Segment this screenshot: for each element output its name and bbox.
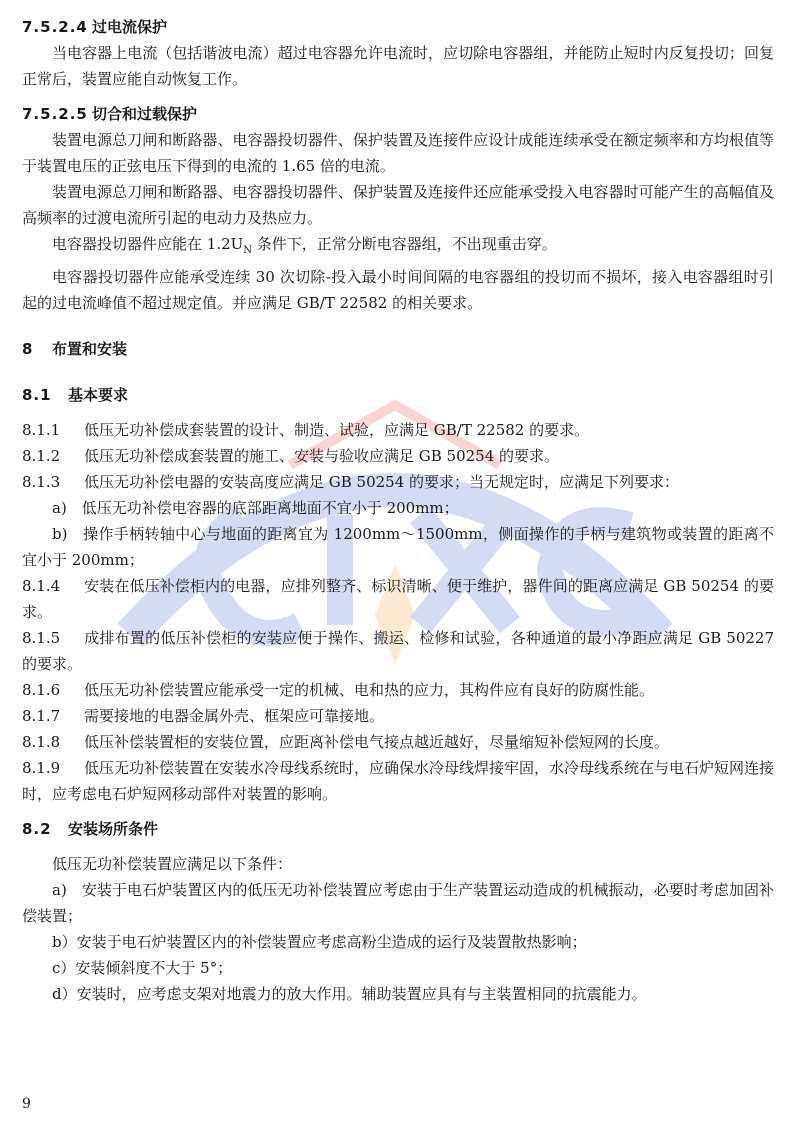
section-title: 布置和安装: [52, 340, 128, 358]
clause-8-1-4: 8.1.4 安装在低压补偿柜内的电器，应排列整齐、标识清晰、便于维护，器件间的距离应满足 GB 50254 的要求。: [22, 577, 774, 621]
section-title: 切合和过载保护: [92, 105, 198, 123]
section-heading-7-5-2-4: [22, 14, 774, 40]
clause-8-1-9: 8.1.9 低压无功补偿装置在安装水冷母线系统时，应确保水冷母线焊接牢固，水冷母线系统在与电石炉短网连接时，应考虑电石炉短网移动部件对装置的影响。: [22, 759, 775, 803]
section-number: 7.5.2.5: [22, 105, 88, 123]
paragraph: 电容器投切器件应能在 $1.2U_N$ 条件下，正常分断电容器组，不出现重击穿。: [52, 235, 557, 256]
clause-8-1-6: 8.1.6 低压无功补偿装置应能承受一定的机械、电和热的应力，其构件应有良好的防腐性能。: [22, 681, 655, 699]
section-heading-7-5-2-5: [22, 101, 774, 127]
list-item-a: a) 低压无功补偿电容器的底部距离地面不宜小于 200mm；: [52, 499, 459, 517]
clause-8-1-5: 8.1.5 成排布置的低压补偿柜的安装应便于操作、搬运、检修和试验，各种通道的最小净距应满足 GB 50227 的要求。: [22, 629, 774, 673]
section-title: 基本要求: [68, 386, 129, 404]
list-item-d: d）安装时，应考虑支架对地震力的放大作用。辅助装置应具有与主装置相同的抗震能力。: [52, 985, 647, 1003]
section-title: 过电流保护: [92, 18, 168, 36]
paragraph: 低压无功补偿装置应满足以下条件：: [52, 855, 293, 873]
section-title: 安装场所条件: [68, 820, 159, 838]
document-body: [22, 14, 774, 1007]
paragraph: 电容器投切器件应能承受连续 30 次切除-投入最小时间间隔的电容器组的投切而不损坏，接入电容器组时引起的过电流峰值不超过规定值。并应满足 GB/T 22582 的相关要求。: [22, 268, 774, 312]
list-item-b: b) 操作手柄转轴中心与地面的距离宜为 1200mm～1500mm，侧面操作的手柄与建筑物或装置的距离不宜小于 200mm；: [22, 525, 774, 569]
section-heading-8-1: [22, 382, 774, 408]
section-number: 7.5.2.4: [22, 18, 88, 36]
page-number: 9: [22, 1096, 31, 1112]
clause-8-1-8: 8.1.8 低压补偿装置柜的安装位置，应距离补偿电气接点越近越好，尽量缩短补偿短网的长度。: [22, 733, 670, 751]
clause-8-1-2: 8.1.2 低压无功补偿成套装置的施工、安装与验收应满足 GB 50254 的要求。: [22, 447, 560, 465]
paragraph: 装置电源总刀闸和断路器、电容器投切器件、保护装置及连接件还应能承受投入电容器时可能产生的高幅值及高频率的过渡电流所引起的电动力及热应力。: [22, 183, 774, 227]
list-item-b: b）安装于电石炉装置区内的补偿装置应考虑高粉尘造成的运行及装置散热影响；: [52, 933, 587, 951]
list-item-a: a) 安装于电石炉装置区内的低压无功补偿装置应考虑由于生产装置运动造成的机械振动，必要时考虑加固补偿装置；: [22, 881, 774, 925]
clause-8-1-7: 8.1.7 需要接地的电器金属外壳、框架应可靠接地。: [22, 707, 385, 725]
section-number: 8.1: [22, 386, 52, 404]
chapter-heading-8: [22, 336, 774, 362]
section-number: 8.2: [22, 820, 52, 838]
list-item-c: c）安装倾斜度不大于 5°；: [52, 959, 233, 977]
section-heading-8-2: [22, 816, 774, 842]
paragraph: 当电容器上电流（包括谐波电流）超过电容器允许电流时，应切除电容器组，并能防止短时内反复投切；回复正常后，装置应能自动恢复工作。: [22, 44, 774, 88]
clause-8-1-1: 8.1.1 低压无功补偿成套装置的设计、制造、试验，应满足 GB/T 22582 的要求。: [22, 421, 590, 439]
section-number: 8: [22, 340, 34, 358]
paragraph: 装置电源总刀闸和断路器、电容器投切器件、保护装置及连接件应设计成能连续承受在额定频率和方均根值等于装置电压的正弦电压下得到的电流的 1.65 倍的电流。: [22, 131, 774, 175]
clause-8-1-3: 8.1.3 低压无功补偿电器的安装高度应满足 GB 50254 的要求；当无规定时，应满足下列要求：: [22, 473, 680, 491]
